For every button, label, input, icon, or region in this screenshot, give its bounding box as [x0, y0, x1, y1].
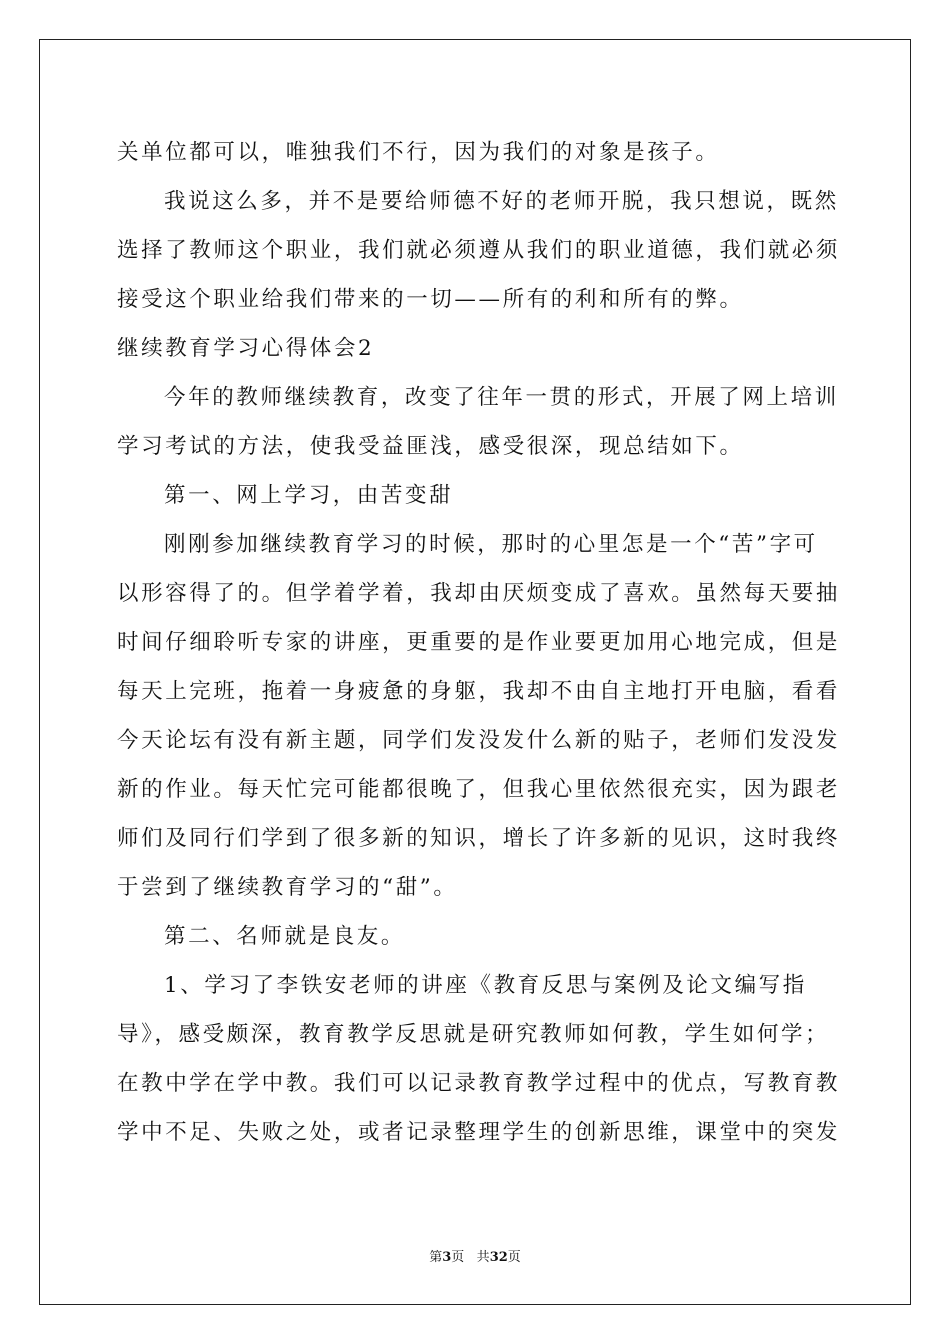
text-line: 于尝到了继续教育学习的“甜”。: [117, 875, 458, 900]
footer-prefix: 第: [429, 1250, 443, 1265]
footer-total-pages: 32: [489, 1250, 508, 1265]
text-line: 今年的教师继续教育，改变了往年一贯的形式，开展了网上培训: [164, 385, 839, 410]
text-line: 我说这么多，并不是要给师德不好的老师开脱，我只想说，既然: [164, 189, 839, 214]
text-line: 以形容得了的。但学着学着，我却由厌烦变成了喜欢。虽然每天要抽: [117, 581, 841, 606]
page-footer: [0, 1246, 950, 1265]
document-body: [117, 128, 841, 1157]
text-line: 导》，感受颇深，教育教学反思就是研究教师如何教，学生如何学；: [117, 1022, 830, 1047]
text-line: 在教中学在学中教。我们可以记录教育教学过程中的优点，写教育教: [117, 1071, 841, 1096]
text-line: 时间仔细聆听专家的讲座，更重要的是作业要更加用心地完成，但是: [117, 630, 841, 655]
text-line: 第一、网上学习，由苦变甜: [164, 483, 454, 508]
text-line: 接受这个职业给我们带来的一切——所有的利和所有的弊。: [117, 287, 744, 312]
text-line: 第二、名师就是良友。: [164, 924, 406, 949]
text-line: 新的作业。每天忙完可能都很晚了，但我心里依然很充实，因为跟老: [117, 777, 841, 802]
text-line: 师们及同行们学到了很多新的知识，增长了许多新的见识，这时我终: [117, 826, 841, 851]
text-line: 1、学习了李铁安老师的讲座《教育反思与案例及论文编写指: [164, 973, 807, 998]
text-line: 学习考试的方法，使我受益匪浅，感受很深，现总结如下。: [117, 434, 744, 459]
footer-total-suffix: 页: [507, 1250, 521, 1265]
text-line: 今天论坛有没有新主题，同学们发没发什么新的贴子，老师们发没发: [117, 728, 841, 753]
text-line: 刚刚参加继续教育学习的时候，那时的心里怎是一个“苦”字可: [164, 532, 818, 557]
footer-page-suffix: 页: [451, 1250, 465, 1265]
text-line: 关单位都可以，唯独我们不行，因为我们的对象是孩子。: [117, 140, 720, 165]
footer-total-prefix: 共: [476, 1250, 490, 1265]
text-line: 继续教育学习心得体会2: [117, 336, 375, 361]
footer-page-number: 3: [442, 1250, 452, 1265]
text-line: 学中不足、失败之处，或者记录整理学生的创新思维，课堂中的突发: [117, 1120, 841, 1145]
text-line: 每天上完班，拖着一身疲惫的身躯，我却不由自主地打开电脑，看看: [117, 679, 841, 704]
text-line: 选择了教师这个职业，我们就必须遵从我们的职业道德，我们就必须: [117, 238, 841, 263]
